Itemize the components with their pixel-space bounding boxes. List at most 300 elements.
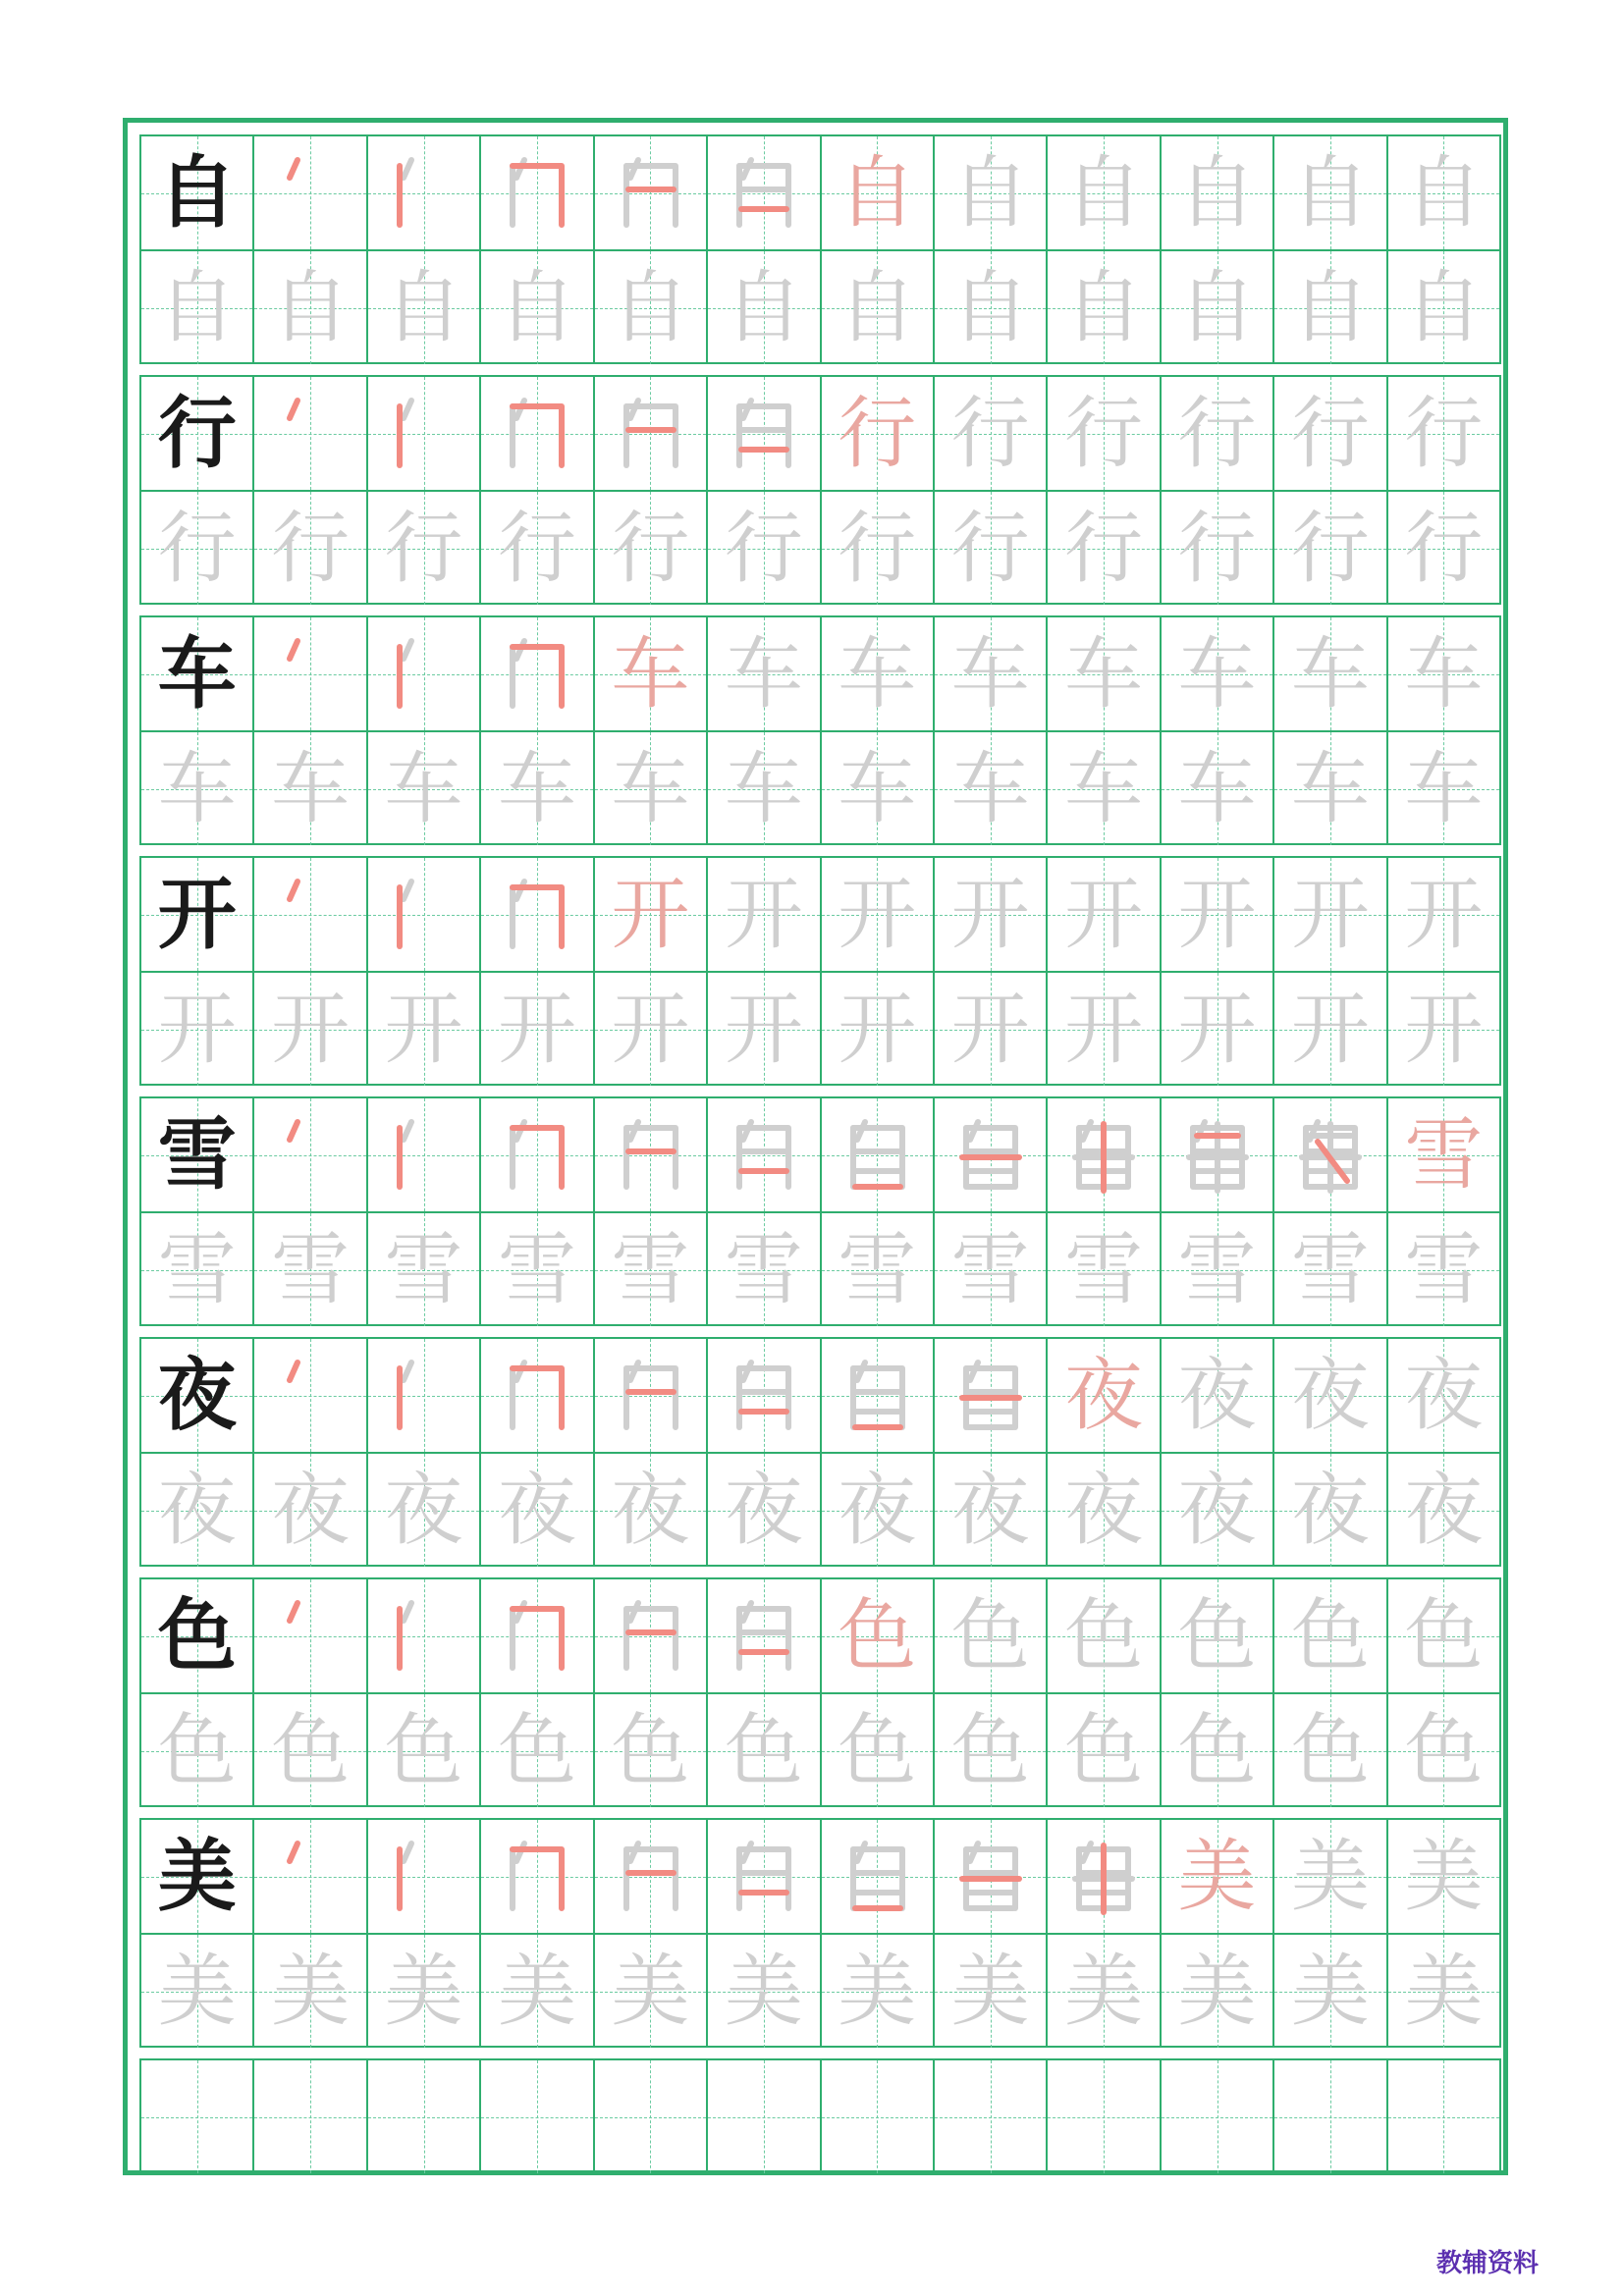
tracing-character: 色 xyxy=(611,1704,690,1796)
stroke-order-figure xyxy=(722,391,806,475)
writing-cell[interactable] xyxy=(479,858,592,971)
tracing-character: 开 xyxy=(497,983,576,1075)
writing-cell[interactable] xyxy=(706,1694,819,1807)
writing-cell[interactable] xyxy=(706,2060,819,2173)
model-character: 夜 xyxy=(157,1349,237,1441)
writing-cell[interactable] xyxy=(1386,1098,1499,1211)
writing-cell[interactable] xyxy=(366,1098,479,1211)
writing-cell[interactable] xyxy=(1272,377,1385,490)
stroke-order-figure xyxy=(836,1834,920,1918)
previous-stroke xyxy=(404,641,411,659)
writing-cell[interactable] xyxy=(366,617,479,730)
writing-cell[interactable] xyxy=(933,2060,1046,2173)
writing-cell[interactable] xyxy=(593,732,706,845)
writing-cell[interactable] xyxy=(141,251,252,364)
writing-cell[interactable] xyxy=(141,1454,252,1567)
writing-cell[interactable] xyxy=(820,858,933,971)
writing-cell[interactable] xyxy=(933,1694,1046,1807)
tracing-character: 开 xyxy=(950,868,1030,960)
stroke-order-figure xyxy=(722,1112,806,1197)
current-stroke xyxy=(290,1843,298,1861)
tracing-character: 开 xyxy=(838,983,917,1075)
writing-cell[interactable] xyxy=(366,2060,479,2173)
writing-cell[interactable] xyxy=(1046,1213,1159,1326)
writing-cell[interactable] xyxy=(252,2060,365,2173)
writing-cell[interactable] xyxy=(366,377,479,490)
tracing-character: 美 xyxy=(271,1945,351,2037)
writing-cell[interactable] xyxy=(1046,1694,1159,1807)
writing-cell[interactable] xyxy=(593,973,706,1086)
writing-cell[interactable] xyxy=(1160,1213,1272,1326)
writing-cell[interactable] xyxy=(820,1339,933,1452)
tracing-row xyxy=(141,1452,1499,1567)
writing-cell[interactable] xyxy=(1272,1213,1385,1326)
complete-stroke-character: 夜 xyxy=(1064,1349,1144,1441)
writing-cell[interactable] xyxy=(1272,617,1385,730)
writing-cell[interactable] xyxy=(820,377,933,490)
stroke-order-figure xyxy=(836,1112,920,1197)
writing-cell[interactable] xyxy=(706,973,819,1086)
writing-cell[interactable] xyxy=(820,1098,933,1211)
tracing-character: 车 xyxy=(497,742,576,834)
writing-cell[interactable] xyxy=(366,136,479,249)
writing-cell[interactable] xyxy=(820,973,933,1086)
writing-cell[interactable] xyxy=(933,1579,1046,1692)
writing-cell[interactable] xyxy=(933,1935,1046,2048)
writing-cell[interactable] xyxy=(593,1213,706,1326)
tracing-character: 雪 xyxy=(497,1223,576,1315)
tracing-character: 自 xyxy=(724,261,803,353)
writing-cell[interactable] xyxy=(1272,1694,1385,1807)
writing-cell[interactable] xyxy=(706,251,819,364)
writing-cell[interactable] xyxy=(141,1339,252,1452)
writing-cell[interactable] xyxy=(252,251,365,364)
tracing-character: 自 xyxy=(271,261,351,353)
writing-cell[interactable] xyxy=(820,1935,933,2048)
writing-cell[interactable] xyxy=(479,1339,592,1452)
writing-cell[interactable] xyxy=(479,1935,592,2048)
writing-cell[interactable] xyxy=(820,617,933,730)
writing-cell[interactable] xyxy=(706,732,819,845)
writing-cell[interactable] xyxy=(1160,858,1272,971)
writing-cell[interactable] xyxy=(706,1213,819,1326)
writing-cell[interactable] xyxy=(1160,973,1272,1086)
writing-cell[interactable] xyxy=(366,1339,479,1452)
previous-stroke xyxy=(404,400,411,418)
writing-cell[interactable] xyxy=(1160,1454,1272,1567)
writing-cell[interactable] xyxy=(252,732,365,845)
writing-cell[interactable] xyxy=(1046,617,1159,730)
writing-cell[interactable] xyxy=(479,1454,592,1567)
stroke-order-figure xyxy=(495,1834,579,1918)
tracing-character: 行 xyxy=(1177,502,1257,594)
writing-cell[interactable] xyxy=(366,973,479,1086)
writing-cell[interactable] xyxy=(933,1098,1046,1211)
writing-cell[interactable] xyxy=(706,377,819,490)
writing-cell[interactable] xyxy=(479,251,592,364)
tracing-row xyxy=(141,490,1499,605)
tracing-character: 开 xyxy=(611,983,690,1075)
writing-cell[interactable] xyxy=(252,973,365,1086)
writing-cell[interactable] xyxy=(141,1213,252,1326)
writing-cell[interactable] xyxy=(933,973,1046,1086)
writing-cell[interactable] xyxy=(820,1213,933,1326)
writing-cell[interactable] xyxy=(1386,251,1499,364)
tracing-character: 车 xyxy=(1177,742,1257,834)
writing-cell[interactable] xyxy=(706,1579,819,1692)
writing-cell[interactable] xyxy=(141,2060,252,2173)
writing-cell[interactable] xyxy=(1046,732,1159,845)
writing-cell[interactable] xyxy=(252,858,365,971)
writing-cell[interactable] xyxy=(479,2060,592,2173)
writing-cell[interactable] xyxy=(1272,1098,1385,1211)
complete-stroke-character: 雪 xyxy=(1404,1108,1484,1201)
writing-cell[interactable] xyxy=(1386,973,1499,1086)
tracing-character: 美 xyxy=(1177,1945,1257,2037)
current-stroke xyxy=(290,1362,298,1380)
writing-cell[interactable] xyxy=(706,1820,819,1933)
writing-cell[interactable] xyxy=(1160,1935,1272,2048)
writing-cell[interactable] xyxy=(479,1694,592,1807)
writing-cell[interactable] xyxy=(1160,1579,1272,1692)
writing-cell[interactable] xyxy=(593,1454,706,1567)
tracing-character: 夜 xyxy=(1177,1464,1257,1556)
writing-cell[interactable] xyxy=(933,732,1046,845)
current-stroke xyxy=(290,1603,298,1621)
writing-cell[interactable] xyxy=(593,377,706,490)
tracing-character: 夜 xyxy=(1404,1349,1484,1441)
writing-cell[interactable] xyxy=(593,2060,706,2173)
writing-cell[interactable] xyxy=(141,617,252,730)
writing-cell[interactable] xyxy=(252,1579,365,1692)
tracing-character: 美 xyxy=(497,1945,576,2037)
tracing-character: 行 xyxy=(1290,502,1370,594)
stroke-order-figure xyxy=(495,1593,579,1678)
writing-cell[interactable] xyxy=(479,973,592,1086)
writing-cell[interactable] xyxy=(820,492,933,605)
writing-cell[interactable] xyxy=(252,1098,365,1211)
tracing-character: 色 xyxy=(1404,1704,1484,1796)
writing-cell[interactable] xyxy=(479,492,592,605)
writing-cell[interactable] xyxy=(1386,2060,1499,2173)
writing-cell[interactable] xyxy=(933,1339,1046,1452)
tracing-character: 行 xyxy=(1064,502,1144,594)
tracing-character: 自 xyxy=(1290,261,1370,353)
tracing-character: 开 xyxy=(724,983,803,1075)
writing-cell[interactable] xyxy=(366,1820,479,1933)
writing-cell[interactable] xyxy=(933,1454,1046,1567)
writing-cell[interactable] xyxy=(593,617,706,730)
blank-practice-group xyxy=(139,2058,1501,2173)
writing-cell[interactable] xyxy=(1046,973,1159,1086)
writing-cell[interactable] xyxy=(1386,1339,1499,1452)
writing-cell[interactable] xyxy=(1386,136,1499,249)
tracing-character: 车 xyxy=(271,742,351,834)
writing-cell[interactable] xyxy=(706,858,819,971)
writing-cell[interactable] xyxy=(933,1213,1046,1326)
tracing-character: 夜 xyxy=(497,1464,576,1556)
writing-cell[interactable] xyxy=(1272,1339,1385,1452)
writing-cell[interactable] xyxy=(141,377,252,490)
writing-cell[interactable] xyxy=(1386,1694,1499,1807)
writing-cell[interactable] xyxy=(933,251,1046,364)
writing-cell[interactable] xyxy=(1046,377,1159,490)
tracing-character: 车 xyxy=(1290,627,1370,720)
tracing-character: 自 xyxy=(950,146,1030,239)
writing-cell[interactable] xyxy=(1160,2060,1272,2173)
writing-cell[interactable] xyxy=(366,492,479,605)
writing-cell[interactable] xyxy=(1272,136,1385,249)
writing-cell[interactable] xyxy=(366,251,479,364)
writing-cell[interactable] xyxy=(1386,858,1499,971)
writing-cell[interactable] xyxy=(366,1579,479,1692)
writing-cell[interactable] xyxy=(1272,1579,1385,1692)
tracing-character: 自 xyxy=(1177,261,1257,353)
writing-cell[interactable] xyxy=(1046,1935,1159,2048)
writing-cell[interactable] xyxy=(1160,1694,1272,1807)
tracing-row xyxy=(141,1933,1499,2048)
writing-cell[interactable] xyxy=(479,1579,592,1692)
writing-cell[interactable] xyxy=(252,1694,365,1807)
writing-cell[interactable] xyxy=(706,136,819,249)
writing-cell[interactable] xyxy=(366,1213,479,1326)
tracing-character: 自 xyxy=(157,261,237,353)
writing-cell[interactable] xyxy=(1160,492,1272,605)
writing-cell[interactable] xyxy=(1160,1339,1272,1452)
tracing-character: 开 xyxy=(724,868,803,960)
model-character: 美 xyxy=(157,1830,237,1922)
tracing-character: 开 xyxy=(1290,983,1370,1075)
writing-cell[interactable] xyxy=(141,136,252,249)
writing-cell[interactable] xyxy=(820,136,933,249)
tracing-character: 车 xyxy=(838,627,917,720)
tracing-row xyxy=(141,1692,1499,1807)
stroke-order-figure xyxy=(1288,1112,1373,1197)
writing-cell[interactable] xyxy=(933,858,1046,971)
writing-cell[interactable] xyxy=(706,1339,819,1452)
writing-cell[interactable] xyxy=(1160,136,1272,249)
writing-cell[interactable] xyxy=(366,1694,479,1807)
writing-cell[interactable] xyxy=(252,1213,365,1326)
writing-cell[interactable] xyxy=(1046,1454,1159,1567)
tracing-character: 车 xyxy=(611,742,690,834)
writing-cell[interactable] xyxy=(1272,973,1385,1086)
tracing-character: 色 xyxy=(157,1704,237,1796)
writing-cell[interactable] xyxy=(1046,858,1159,971)
tracing-character: 开 xyxy=(1404,868,1484,960)
writing-cell[interactable] xyxy=(593,136,706,249)
writing-cell[interactable] xyxy=(1386,1454,1499,1567)
writing-cell[interactable] xyxy=(479,732,592,845)
writing-cell[interactable] xyxy=(141,1820,252,1933)
writing-cell[interactable] xyxy=(1160,617,1272,730)
writing-cell[interactable] xyxy=(933,1820,1046,1933)
tracing-character: 美 xyxy=(1404,1945,1484,2037)
writing-cell[interactable] xyxy=(593,492,706,605)
writing-cell[interactable] xyxy=(933,136,1046,249)
writing-cell[interactable] xyxy=(1272,1454,1385,1567)
writing-cell[interactable] xyxy=(252,492,365,605)
writing-cell[interactable] xyxy=(820,1820,933,1933)
writing-cell[interactable] xyxy=(593,858,706,971)
writing-cell[interactable] xyxy=(1272,1820,1385,1933)
writing-cell[interactable] xyxy=(593,251,706,364)
tracing-character: 开 xyxy=(157,983,237,1075)
stroke-order-figure xyxy=(382,1593,466,1678)
stroke-order-figure xyxy=(382,391,466,475)
character-group xyxy=(139,1337,1501,1567)
writing-cell[interactable] xyxy=(252,377,365,490)
writing-cell[interactable] xyxy=(1272,2060,1385,2173)
stroke-order-row xyxy=(141,617,1499,730)
tracing-character: 自 xyxy=(384,261,463,353)
writing-cell[interactable] xyxy=(1046,251,1159,364)
writing-cell[interactable] xyxy=(141,1098,252,1211)
stroke-order-figure xyxy=(1061,1112,1146,1197)
writing-cell[interactable] xyxy=(479,1820,592,1933)
writing-cell[interactable] xyxy=(479,136,592,249)
writing-cell[interactable] xyxy=(366,1454,479,1567)
writing-cell[interactable] xyxy=(1160,1098,1272,1211)
writing-cell[interactable] xyxy=(1386,377,1499,490)
writing-cell[interactable] xyxy=(1386,1213,1499,1326)
tracing-character: 色 xyxy=(950,1704,1030,1796)
writing-cell[interactable] xyxy=(252,1935,365,2048)
tracing-character: 美 xyxy=(950,1945,1030,2037)
writing-cell[interactable] xyxy=(1386,1579,1499,1692)
writing-cell[interactable] xyxy=(366,858,479,971)
writing-cell[interactable] xyxy=(593,1820,706,1933)
writing-cell[interactable] xyxy=(820,1579,933,1692)
tracing-row xyxy=(141,971,1499,1086)
writing-cell[interactable] xyxy=(252,1820,365,1933)
writing-cell[interactable] xyxy=(141,973,252,1086)
tracing-character: 开 xyxy=(1064,868,1144,960)
writing-cell[interactable] xyxy=(1160,377,1272,490)
writing-cell[interactable] xyxy=(1386,1935,1499,2048)
writing-cell[interactable] xyxy=(1046,2060,1159,2173)
writing-cell[interactable] xyxy=(1272,251,1385,364)
writing-cell[interactable] xyxy=(479,1213,592,1326)
tracing-character: 美 xyxy=(1290,1945,1370,2037)
writing-cell[interactable] xyxy=(366,732,479,845)
writing-cell[interactable] xyxy=(1046,492,1159,605)
tracing-character: 行 xyxy=(611,502,690,594)
writing-cell[interactable] xyxy=(141,1694,252,1807)
tracing-row xyxy=(141,1211,1499,1326)
writing-cell[interactable] xyxy=(933,377,1046,490)
writing-cell[interactable] xyxy=(252,1339,365,1452)
writing-cell[interactable] xyxy=(820,1694,933,1807)
tracing-character: 行 xyxy=(950,502,1030,594)
stroke-order-figure xyxy=(948,1834,1033,1918)
writing-cell[interactable] xyxy=(1046,1098,1159,1211)
tracing-character: 雪 xyxy=(611,1223,690,1315)
writing-cell[interactable] xyxy=(1386,732,1499,845)
writing-cell[interactable] xyxy=(933,617,1046,730)
stroke-order-figure xyxy=(609,150,693,235)
complete-stroke-character: 美 xyxy=(1177,1830,1257,1922)
tracing-character: 色 xyxy=(271,1704,351,1796)
tracing-character: 行 xyxy=(384,502,463,594)
tracing-character: 开 xyxy=(1177,983,1257,1075)
writing-cell[interactable] xyxy=(706,1935,819,2048)
tracing-character: 美 xyxy=(1404,1830,1484,1922)
writing-cell[interactable] xyxy=(1160,732,1272,845)
writing-cell[interactable] xyxy=(479,1098,592,1211)
current-stroke xyxy=(290,641,298,659)
stroke-order-figure xyxy=(268,1593,352,1678)
writing-cell[interactable] xyxy=(593,1694,706,1807)
writing-cell[interactable] xyxy=(593,1935,706,2048)
writing-cell[interactable] xyxy=(1160,251,1272,364)
writing-cell[interactable] xyxy=(141,492,252,605)
writing-cell[interactable] xyxy=(252,617,365,730)
tracing-character: 色 xyxy=(1064,1704,1144,1796)
writing-cell[interactable] xyxy=(252,1454,365,1567)
writing-cell[interactable] xyxy=(706,1098,819,1211)
writing-cell[interactable] xyxy=(706,1454,819,1567)
stroke-order-row xyxy=(141,2060,1499,2173)
writing-cell[interactable] xyxy=(1386,617,1499,730)
writing-cell[interactable] xyxy=(1272,492,1385,605)
writing-cell[interactable] xyxy=(593,1098,706,1211)
previous-stroke xyxy=(404,881,411,899)
tracing-character: 夜 xyxy=(1064,1464,1144,1556)
writing-cell[interactable] xyxy=(820,732,933,845)
writing-cell[interactable] xyxy=(141,1579,252,1692)
tracing-character: 美 xyxy=(157,1945,237,2037)
character-group xyxy=(139,1096,1501,1326)
writing-cell[interactable] xyxy=(593,1579,706,1692)
writing-cell[interactable] xyxy=(1046,1579,1159,1692)
writing-cell[interactable] xyxy=(706,617,819,730)
writing-cell[interactable] xyxy=(1046,1820,1159,1933)
writing-cell[interactable] xyxy=(479,377,592,490)
stroke-order-figure xyxy=(268,1834,352,1918)
tracing-character: 夜 xyxy=(950,1464,1030,1556)
writing-cell[interactable] xyxy=(1046,1339,1159,1452)
writing-cell[interactable] xyxy=(593,1339,706,1452)
writing-cell[interactable] xyxy=(1160,1820,1272,1933)
writing-cell[interactable] xyxy=(1272,858,1385,971)
writing-cell[interactable] xyxy=(141,732,252,845)
writing-cell[interactable] xyxy=(1272,1935,1385,2048)
tracing-character: 车 xyxy=(1404,742,1484,834)
tracing-character: 车 xyxy=(1064,742,1144,834)
writing-cell[interactable] xyxy=(252,136,365,249)
writing-cell[interactable] xyxy=(820,2060,933,2173)
writing-cell[interactable] xyxy=(1272,732,1385,845)
writing-cell[interactable] xyxy=(820,1454,933,1567)
stroke-order-row xyxy=(141,136,1499,249)
stroke-order-figure xyxy=(495,391,579,475)
writing-cell[interactable] xyxy=(1386,1820,1499,1933)
tracing-character: 色 xyxy=(838,1704,917,1796)
writing-cell[interactable] xyxy=(706,492,819,605)
previous-stroke xyxy=(404,1362,411,1380)
writing-cell[interactable] xyxy=(820,251,933,364)
writing-cell[interactable] xyxy=(141,1935,252,2048)
stroke-order-figure xyxy=(836,1353,920,1437)
tracing-character: 行 xyxy=(1290,387,1370,479)
writing-cell[interactable] xyxy=(366,1935,479,2048)
writing-cell[interactable] xyxy=(479,617,592,730)
writing-cell[interactable] xyxy=(933,492,1046,605)
writing-cell[interactable] xyxy=(1046,136,1159,249)
writing-cell[interactable] xyxy=(141,858,252,971)
writing-cell[interactable] xyxy=(1386,492,1499,605)
